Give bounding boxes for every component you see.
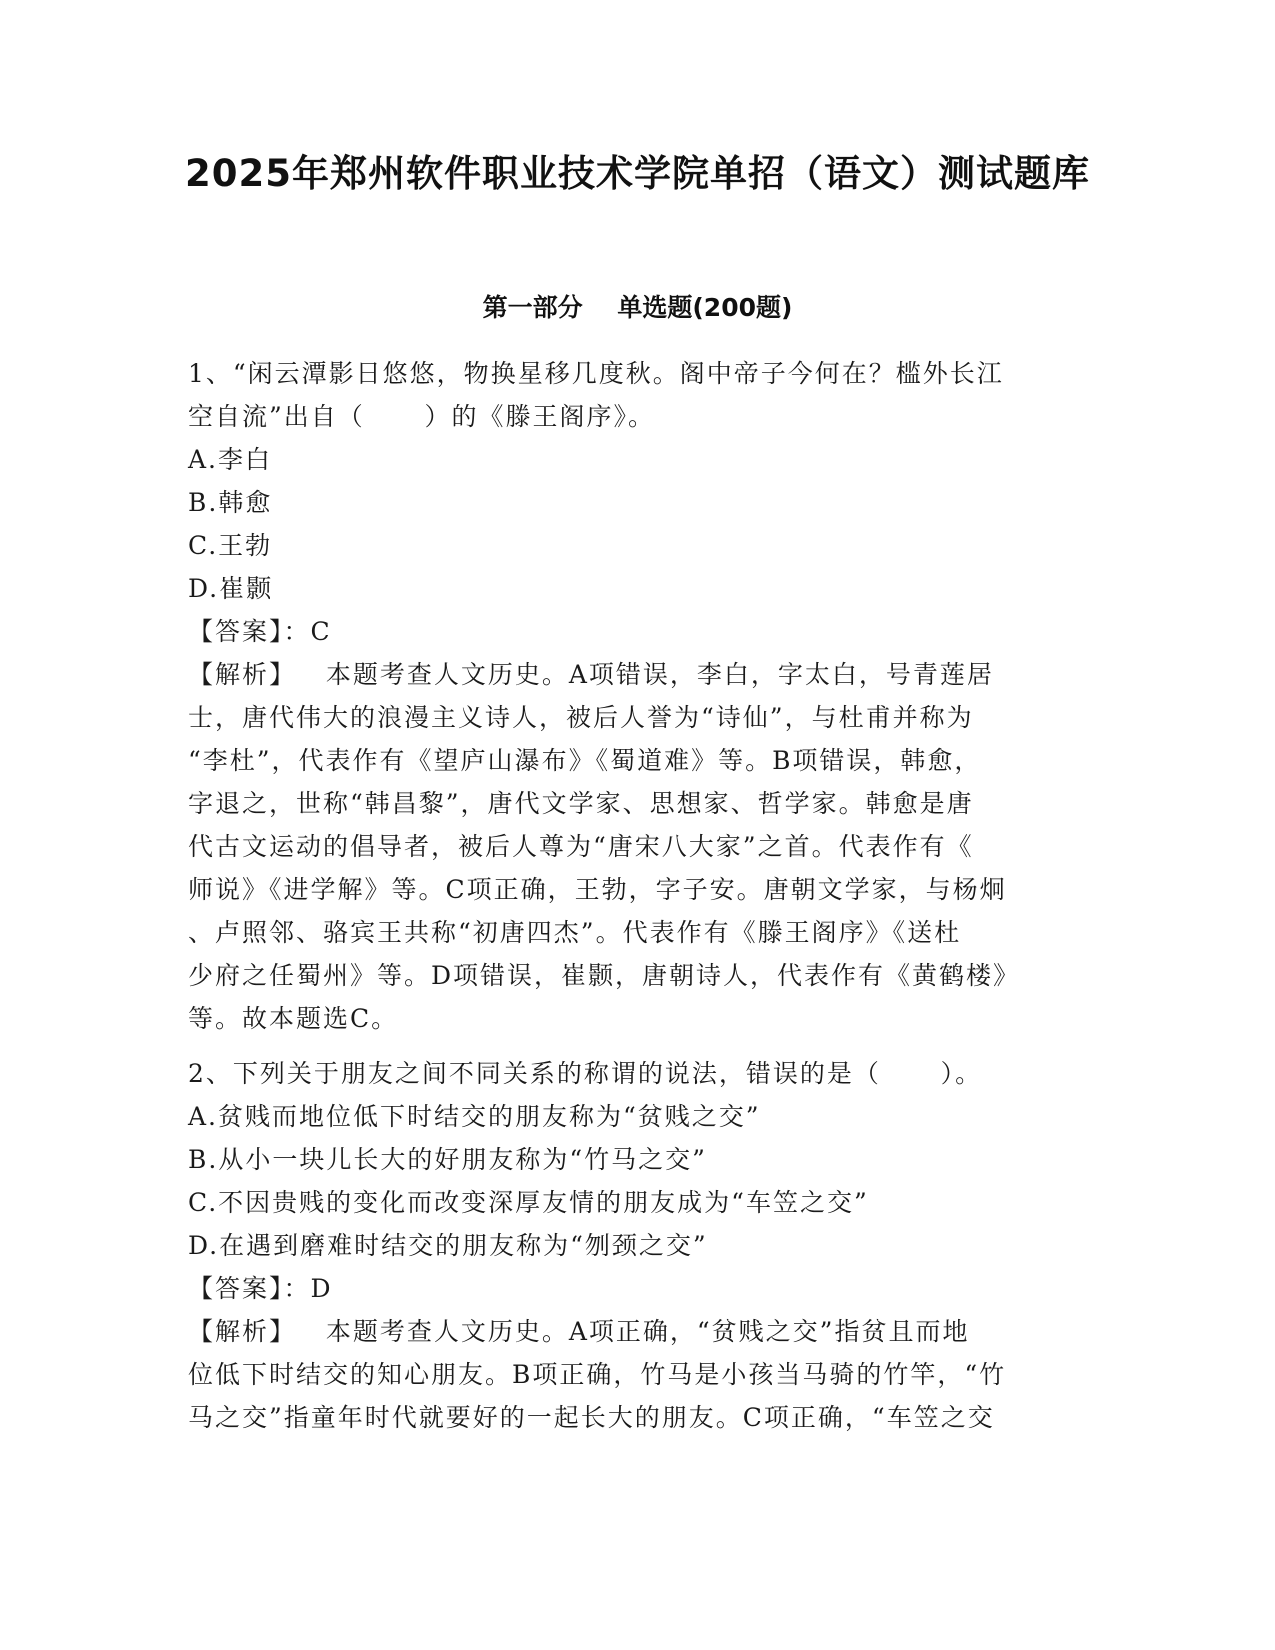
analysis-line: 【解析】 本题考查人文历史。A项正确，“贫贱之交”指贫且而地 <box>188 1317 970 1346</box>
analysis-line: 代古文运动的倡导者，被后人尊为“唐宋八大家”之首。代表作有《 <box>188 832 974 861</box>
analysis-line: 士，唐代伟大的浪漫主义诗人，被后人誉为“诗仙”，与杜甫并称为 <box>188 703 974 732</box>
document-title: 2025年郑州软件职业技术学院单招（语文）测试题库 <box>185 152 1090 195</box>
analysis-line: 等。故本题选C。 <box>188 1004 399 1033</box>
analysis-line: 、卢照邻、骆宾王共称“初唐四杰”。代表作有《滕王阁序》《送杜 <box>188 918 962 947</box>
option-a: A.李白 <box>188 445 273 474</box>
option-b: B.韩愈 <box>188 488 273 517</box>
option-a: A.贫贱而地位低下时结交的朋友称为“贫贱之交” <box>188 1102 761 1131</box>
question-1 <box>188 352 1088 1040</box>
question-stem-line: 2、下列关于朋友之间不同关系的称谓的说法，错误的是（ ）。 <box>188 1059 983 1088</box>
analysis-line: 字退之，世称“韩昌黎”，唐代文学家、思想家、哲学家。韩愈是唐 <box>188 789 974 818</box>
question-spacer <box>188 1040 1088 1052</box>
analysis-line: 【解析】 本题考查人文历史。A项错误，李白，字太白，号青莲居 <box>188 660 994 689</box>
analysis-line: 位低下时结交的知心朋友。B项正确，竹马是小孩当马骑的竹竿，“竹 <box>188 1360 1007 1389</box>
option-d: D.在遇到磨难时结交的朋友称为“刎颈之交” <box>188 1231 708 1260</box>
analysis-line: “李杜”，代表作有《望庐山瀑布》《蜀道难》等。B项错误，韩愈， <box>188 746 982 775</box>
question-list <box>188 352 1088 1439</box>
answer-line: 【答案】：C <box>188 617 332 646</box>
option-c: C.王勃 <box>188 531 273 560</box>
option-c: C.不因贵贱的变化而改变深厚友情的朋友成为“车笠之交” <box>188 1188 869 1217</box>
option-b: B.从小一块儿长大的好朋友称为“竹马之交” <box>188 1145 707 1174</box>
answer-line: 【答案】：D <box>188 1274 333 1303</box>
question-stem-line: 空自流”出自（ ）的《滕王阁序》。 <box>188 402 655 431</box>
analysis-line: 师说》《进学解》等。C项正确，王勃，字子安。唐朝文学家，与杨炯 <box>188 875 1007 904</box>
analysis-line: 马之交”指童年时代就要好的一起长大的朋友。C项正确，“车笠之交 <box>188 1403 995 1432</box>
option-d: D.崔颢 <box>188 574 274 603</box>
analysis-line: 少府之任蜀州》等。D项错误，崔颢，唐朝诗人，代表作有《黄鹤楼》 <box>188 961 1021 990</box>
question-2 <box>188 1052 1088 1439</box>
question-stem-line: 1、“闲云潭影日悠悠，物换星移几度秋。阁中帝子今何在？槛外长江 <box>188 359 1004 388</box>
section-title: 第一部分 单选题(200题) <box>482 293 793 322</box>
